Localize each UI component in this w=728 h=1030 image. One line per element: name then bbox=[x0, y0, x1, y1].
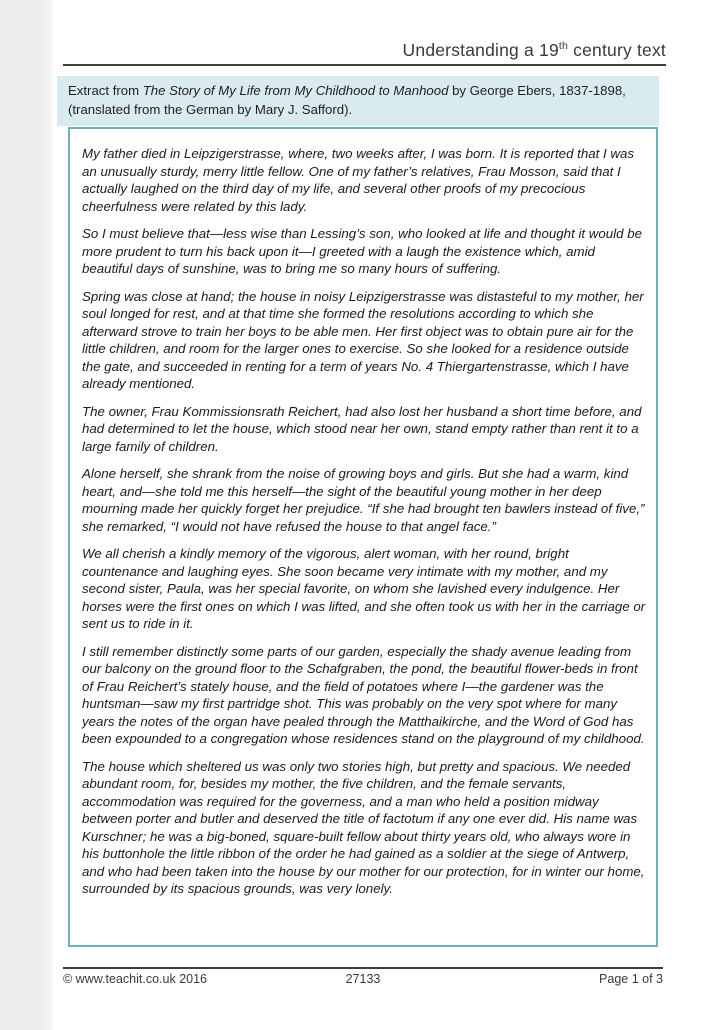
page-title bbox=[403, 40, 666, 61]
extract-paragraph: We all cherish a kindly memory of the vigorous, alert woman, with her round, bright countenance and laughing eyes. She soon became very intimate with my mother, and my second sister, Paula, was her special favorite, on whom she lavished every indulgence. Her horses were the first ones on which I was lifted, and she often took us with her in the carriage or sent us to ride in it. bbox=[82, 546, 646, 631]
source-work-title: The Story of My Life from My Childhood to Manhood bbox=[142, 83, 449, 98]
source-note-byline: by George Ebers, 1837-1898, bbox=[448, 83, 626, 98]
scan-edge-shade bbox=[0, 0, 53, 1030]
page-title-suffix: century text bbox=[568, 40, 666, 60]
header-rule bbox=[63, 64, 666, 66]
footer-copyright: © www.teachit.co.uk 2016 bbox=[63, 972, 208, 986]
page-title-superscript: th bbox=[558, 40, 569, 53]
footer-resource-id: 27133 bbox=[345, 972, 381, 986]
extract-paragraph: The house which sheltered us was only two stories high, but pretty and spacious. We needed abundant room, for, besides my mother, the five children, and the female servants, accommodation was required for the governess, and a man who held a position midway between porter and butler and deserved the title of factotum if any one ever did. His name was Kurschner; he was a big-boned, square-built fellow about thirty years old, who always wore in his buttonhole the little ribbon of the order he had gained as a soldier at the siege of Antwerp, and who had been taken into the house by our mother for our protection, for in winter our home, surrounded by its spacious grounds, was very lonely. bbox=[82, 758, 645, 896]
extract-paragraph: My father died in Leipzigerstrasse, where, two weeks after, I was born. It is reported that I was an unusually sturdy, merry little fellow. One of my father’s relatives, Frau Mosson, said that I actually laughed on the third day of my life, and several other proofs of my precocious cheerfulness were related by this lady. bbox=[82, 146, 635, 214]
extract-paragraph: I still remember distinctly some parts of our garden, especially the shady avenue leading from our balcony on the ground floor to the Schafgraben, the pond, the beautiful flower-beds in front of Frau Reichert’s stately house, and the field of potatoes where I—the gardener was the huntsman—saw my first partridge shot. This was probably on the very spot where for many years the notes of the organ have pealed through the Matthaikirche, and the Word of God has been expounded to a congregation whose residences stand on the playground of my childhood. bbox=[82, 643, 645, 746]
extract-paragraph: The owner, Frau Kommissionsrath Reichert, had also lost her husband a short time before, and had determined to let the house, which stood near her own, stand empty rather than rent it to a large family of children. bbox=[82, 403, 642, 454]
extract-paragraph: Spring was close at hand; the house in noisy Leipzigerstrasse was distasteful to my mother, her soul longed for rest, and at that time she formed the resolutions according to which she afterward strove to train her boys to be able men. Her first object was to obtain pure air for the little children, and room for the larger ones to exercise. So she looked for a residence outside the gate, and succeeded in renting for a term of years No. 4 Thiergartenstrasse, which I have already mentioned. bbox=[82, 288, 644, 391]
extract-paragraph: Alone herself, she shrank from the noise of growing boys and girls. But she had a warm, kind heart, and—she told me this herself—the sight of the beautiful young mother in her deep mourning made her quickly forget her prejudice. “If she had brought ten bawlers instead of five,” she remarked, “I would not have refused the house to that angel face.” bbox=[82, 466, 645, 534]
footer-rule bbox=[63, 967, 663, 969]
extract-text-box bbox=[68, 127, 658, 947]
source-note-translation: (translated from the German by Mary J. Safford). bbox=[68, 101, 353, 117]
page-title-prefix: Understanding a 19 bbox=[402, 40, 559, 60]
extract-paragraph: So I must believe that—less wise than Lessing’s son, who looked at life and thought it would be more prudent to turn his back upon it—I greeted with a laugh the existence which, amid beautiful days of sunshine, was to bring me so many hours of suffering. bbox=[82, 226, 643, 276]
source-note bbox=[57, 76, 659, 126]
footer-page-number: Page 1 of 3 bbox=[599, 972, 663, 986]
page-footer bbox=[63, 972, 663, 986]
source-note-prefix: Extract from bbox=[68, 83, 143, 98]
